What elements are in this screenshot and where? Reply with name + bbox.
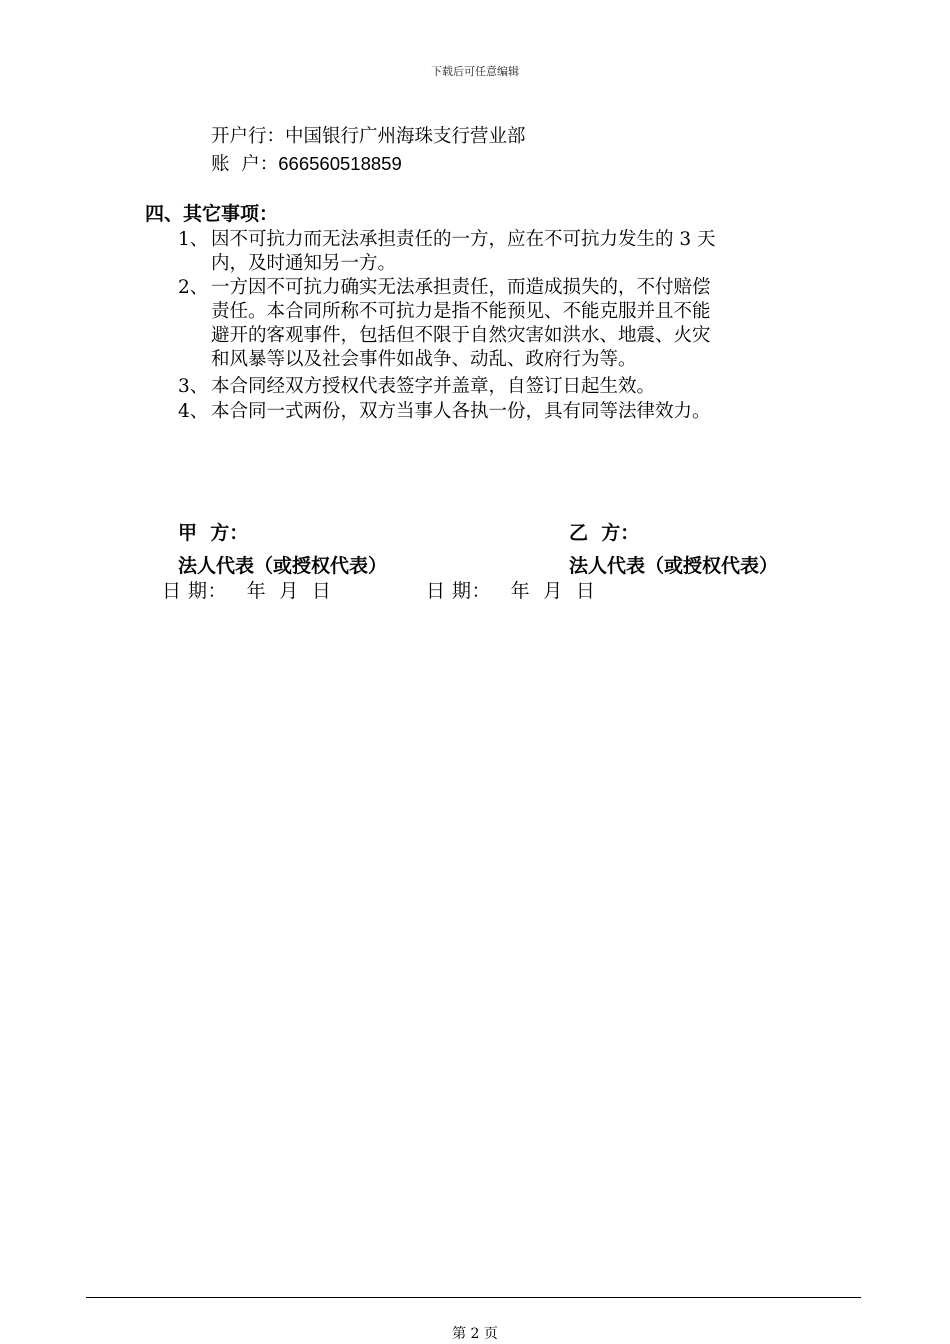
item-line: 和风暴等以及社会事件如战争、动乱、政府行为等。 [211,349,637,370]
party-b-representative: 法人代表（或授权代表） [569,555,779,577]
item-line: 一方因不可抗力确实无法承担责任，而造成损失的，不付赔偿 [211,277,711,298]
item-line: 因不可抗力而无法承担责任的一方，应在不可抗力发生的 3 天 [211,229,716,250]
party-a-label: 甲 方： [178,522,249,544]
footer-divider [86,1297,861,1298]
item-line: 本合同经双方授权代表签字并盖章，自签订日起生效。 [211,376,656,397]
item-line: 责任。本合同所称不可抗力是指不能预见、不能克服并且不能 [211,301,711,322]
item-number: 3、 [178,376,209,397]
item-line: 本合同一式两份，双方当事人各执一份，具有同等法律效力。 [211,401,711,422]
page-number: 第 2 页 [452,1326,498,1342]
account-line [211,152,402,177]
party-a-representative: 法人代表（或授权代表） [178,555,388,577]
bank-name-line [211,125,526,149]
bank-value: 中国银行广州海珠支行营业部 [285,126,526,147]
party-a-date: 日 期： 年 月 日 [162,580,332,602]
item-line: 避开的客观事件，包括但不限于自然灾害如洪水、地震、火灾 [211,325,711,346]
bank-label: 开户行： [211,126,286,147]
account-value: 666560518859 [278,153,402,174]
item-number: 2、 [178,277,209,298]
party-b-label: 乙 方： [569,522,640,544]
party-b-date: 日 期： 年 月 日 [426,580,596,602]
item-number: 1、 [178,229,209,250]
page-header: 下载后可任意编辑 [431,65,519,78]
section-title: 四、其它事项： [145,203,279,225]
account-label: 账 户： [211,154,279,175]
item-number: 4、 [178,401,209,422]
item-line: 内，及时通知另一方。 [211,253,397,274]
